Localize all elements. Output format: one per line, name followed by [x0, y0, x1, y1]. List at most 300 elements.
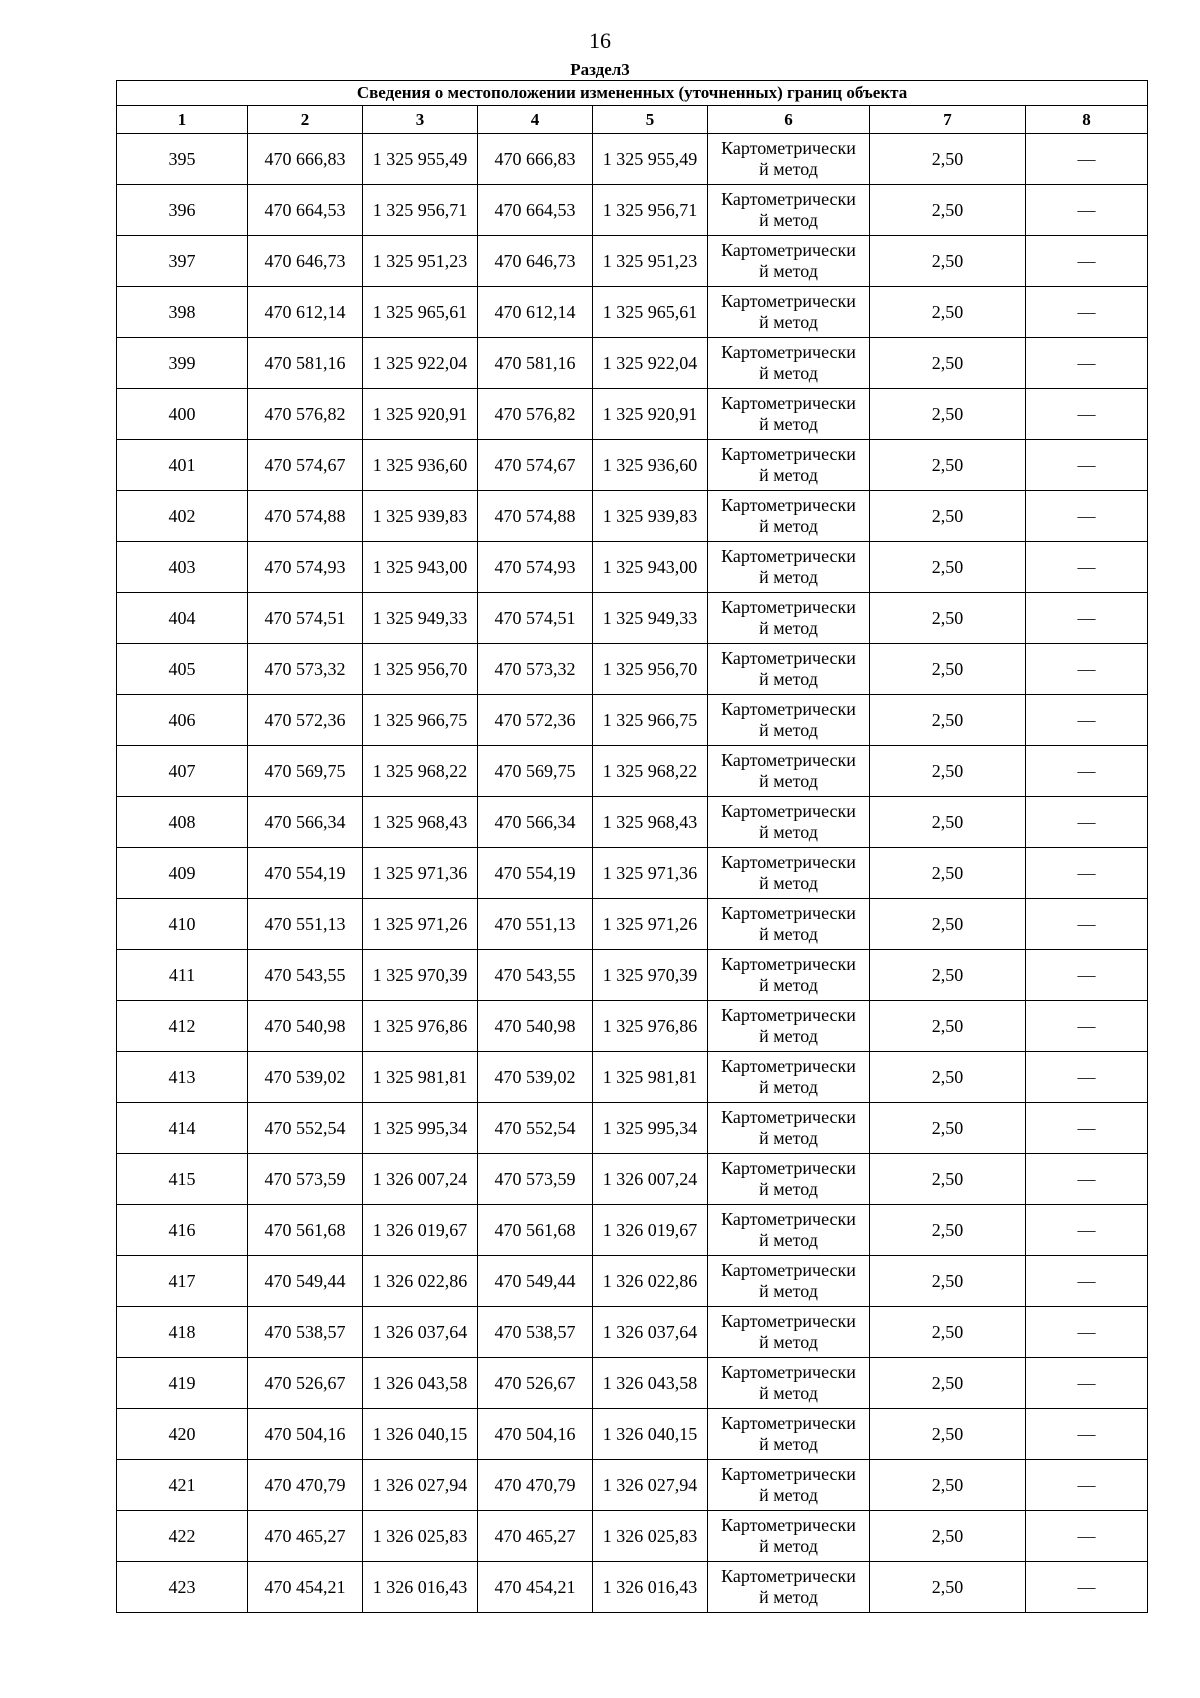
accuracy-cell: 2,50 — [870, 1103, 1026, 1154]
new-x-coordinate-cell: 470 646,73 — [478, 236, 593, 287]
method-text-line-1: Картометрически — [721, 1515, 856, 1535]
new-x-coordinate-cell: 470 526,67 — [478, 1358, 593, 1409]
point-number-cell: 412 — [117, 1001, 248, 1052]
method-cell — [708, 491, 870, 542]
new-y-coordinate-cell: 1 325 966,75 — [593, 695, 708, 746]
point-number-cell: 406 — [117, 695, 248, 746]
method-text-line-2: й метод — [759, 873, 818, 893]
point-number-cell: 423 — [117, 1562, 248, 1613]
new-y-coordinate-cell: 1 325 956,71 — [593, 185, 708, 236]
old-x-coordinate-cell: 470 569,75 — [248, 746, 363, 797]
new-x-coordinate-cell: 470 554,19 — [478, 848, 593, 899]
old-x-coordinate-cell: 470 540,98 — [248, 1001, 363, 1052]
point-number-cell: 420 — [117, 1409, 248, 1460]
new-x-coordinate-cell: 470 470,79 — [478, 1460, 593, 1511]
old-y-coordinate-cell: 1 326 019,67 — [363, 1205, 478, 1256]
accuracy-cell: 2,50 — [870, 134, 1026, 185]
new-y-coordinate-cell: 1 325 981,81 — [593, 1052, 708, 1103]
new-y-coordinate-cell: 1 325 965,61 — [593, 287, 708, 338]
old-x-coordinate-cell: 470 566,34 — [248, 797, 363, 848]
old-x-coordinate-cell: 470 664,53 — [248, 185, 363, 236]
note-cell: — — [1026, 848, 1148, 899]
table-row — [117, 287, 1148, 338]
method-cell — [708, 695, 870, 746]
old-x-coordinate-cell: 470 646,73 — [248, 236, 363, 287]
new-x-coordinate-cell: 470 566,34 — [478, 797, 593, 848]
column-header-7: 7 — [870, 106, 1026, 134]
new-y-coordinate-cell: 1 325 949,33 — [593, 593, 708, 644]
accuracy-cell: 2,50 — [870, 287, 1026, 338]
old-y-coordinate-cell: 1 325 968,43 — [363, 797, 478, 848]
note-cell: — — [1026, 1409, 1148, 1460]
accuracy-cell: 2,50 — [870, 1052, 1026, 1103]
new-x-coordinate-cell: 470 612,14 — [478, 287, 593, 338]
method-cell — [708, 848, 870, 899]
new-x-coordinate-cell: 470 581,16 — [478, 338, 593, 389]
accuracy-cell: 2,50 — [870, 1562, 1026, 1613]
old-y-coordinate-cell: 1 325 920,91 — [363, 389, 478, 440]
accuracy-cell: 2,50 — [870, 644, 1026, 695]
old-x-coordinate-cell: 470 561,68 — [248, 1205, 363, 1256]
method-cell — [708, 134, 870, 185]
new-x-coordinate-cell: 470 539,02 — [478, 1052, 593, 1103]
method-text-line-1: Картометрически — [721, 495, 856, 515]
new-x-coordinate-cell: 470 561,68 — [478, 1205, 593, 1256]
accuracy-cell: 2,50 — [870, 542, 1026, 593]
new-y-coordinate-cell: 1 325 970,39 — [593, 950, 708, 1001]
old-y-coordinate-cell: 1 325 965,61 — [363, 287, 478, 338]
new-y-coordinate-cell: 1 325 971,36 — [593, 848, 708, 899]
new-y-coordinate-cell: 1 326 016,43 — [593, 1562, 708, 1613]
new-y-coordinate-cell: 1 325 955,49 — [593, 134, 708, 185]
method-cell — [708, 1001, 870, 1052]
old-x-coordinate-cell: 470 574,93 — [248, 542, 363, 593]
method-text-line-2: й метод — [759, 822, 818, 842]
method-text-line-1: Картометрически — [721, 189, 856, 209]
old-y-coordinate-cell: 1 325 939,83 — [363, 491, 478, 542]
method-text-line-1: Картометрически — [721, 1362, 856, 1382]
old-x-coordinate-cell: 470 576,82 — [248, 389, 363, 440]
point-number-cell: 397 — [117, 236, 248, 287]
old-x-coordinate-cell: 470 574,88 — [248, 491, 363, 542]
column-header-8: 8 — [1026, 106, 1148, 134]
note-cell: — — [1026, 1154, 1148, 1205]
old-y-coordinate-cell: 1 325 968,22 — [363, 746, 478, 797]
table-row — [117, 644, 1148, 695]
new-y-coordinate-cell: 1 326 007,24 — [593, 1154, 708, 1205]
note-cell: — — [1026, 593, 1148, 644]
method-text-line-2: й метод — [759, 720, 818, 740]
note-cell: — — [1026, 899, 1148, 950]
old-x-coordinate-cell: 470 470,79 — [248, 1460, 363, 1511]
new-y-coordinate-cell: 1 325 922,04 — [593, 338, 708, 389]
new-x-coordinate-cell: 470 504,16 — [478, 1409, 593, 1460]
table-row — [117, 389, 1148, 440]
table-row — [117, 848, 1148, 899]
old-y-coordinate-cell: 1 326 027,94 — [363, 1460, 478, 1511]
point-number-cell: 399 — [117, 338, 248, 389]
accuracy-cell: 2,50 — [870, 1511, 1026, 1562]
table-row — [117, 338, 1148, 389]
new-x-coordinate-cell: 470 573,59 — [478, 1154, 593, 1205]
old-y-coordinate-cell: 1 326 016,43 — [363, 1562, 478, 1613]
table-row — [117, 1460, 1148, 1511]
old-x-coordinate-cell: 470 574,67 — [248, 440, 363, 491]
method-text-line-2: й метод — [759, 567, 818, 587]
method-cell — [708, 1205, 870, 1256]
table-row — [117, 1103, 1148, 1154]
accuracy-cell: 2,50 — [870, 1001, 1026, 1052]
method-text-line-1: Картометрически — [721, 342, 856, 362]
point-number-cell: 421 — [117, 1460, 248, 1511]
accuracy-cell: 2,50 — [870, 185, 1026, 236]
table-row — [117, 542, 1148, 593]
method-cell — [708, 542, 870, 593]
old-y-coordinate-cell: 1 325 966,75 — [363, 695, 478, 746]
method-cell — [708, 1511, 870, 1562]
old-y-coordinate-cell: 1 325 981,81 — [363, 1052, 478, 1103]
method-cell — [708, 1256, 870, 1307]
table-row — [117, 899, 1148, 950]
accuracy-cell: 2,50 — [870, 338, 1026, 389]
point-number-cell: 395 — [117, 134, 248, 185]
table-row — [117, 185, 1148, 236]
old-y-coordinate-cell: 1 326 007,24 — [363, 1154, 478, 1205]
method-text-line-2: й метод — [759, 159, 818, 179]
method-cell — [708, 1154, 870, 1205]
new-x-coordinate-cell: 470 543,55 — [478, 950, 593, 1001]
table-row — [117, 695, 1148, 746]
old-x-coordinate-cell: 470 504,16 — [248, 1409, 363, 1460]
method-text-line-1: Картометрически — [721, 699, 856, 719]
table-row — [117, 1001, 1148, 1052]
point-number-cell: 410 — [117, 899, 248, 950]
new-x-coordinate-cell: 470 574,88 — [478, 491, 593, 542]
point-number-cell: 422 — [117, 1511, 248, 1562]
column-header-6: 6 — [708, 106, 870, 134]
point-number-cell: 411 — [117, 950, 248, 1001]
method-text-line-2: й метод — [759, 516, 818, 536]
new-y-coordinate-cell: 1 325 956,70 — [593, 644, 708, 695]
table-row — [117, 1256, 1148, 1307]
new-x-coordinate-cell: 470 569,75 — [478, 746, 593, 797]
point-number-cell: 414 — [117, 1103, 248, 1154]
table-row — [117, 1409, 1148, 1460]
method-text-line-1: Картометрически — [721, 1464, 856, 1484]
method-text-line-1: Картометрически — [721, 1260, 856, 1280]
new-x-coordinate-cell: 470 664,53 — [478, 185, 593, 236]
old-x-coordinate-cell: 470 454,21 — [248, 1562, 363, 1613]
old-x-coordinate-cell: 470 573,32 — [248, 644, 363, 695]
method-text-line-1: Картометрически — [721, 138, 856, 158]
new-y-coordinate-cell: 1 325 968,43 — [593, 797, 708, 848]
table-row — [117, 134, 1148, 185]
point-number-cell: 396 — [117, 185, 248, 236]
old-y-coordinate-cell: 1 325 936,60 — [363, 440, 478, 491]
method-cell — [708, 389, 870, 440]
method-text-line-1: Картометрически — [721, 1158, 856, 1178]
accuracy-cell: 2,50 — [870, 593, 1026, 644]
new-x-coordinate-cell: 470 465,27 — [478, 1511, 593, 1562]
point-number-cell: 413 — [117, 1052, 248, 1103]
old-y-coordinate-cell: 1 326 025,83 — [363, 1511, 478, 1562]
table-row — [117, 1562, 1148, 1613]
old-y-coordinate-cell: 1 325 995,34 — [363, 1103, 478, 1154]
new-y-coordinate-cell: 1 325 920,91 — [593, 389, 708, 440]
note-cell: — — [1026, 1052, 1148, 1103]
note-cell: — — [1026, 134, 1148, 185]
table-row — [117, 797, 1148, 848]
method-text-line-2: й метод — [759, 1077, 818, 1097]
note-cell: — — [1026, 491, 1148, 542]
note-cell: — — [1026, 797, 1148, 848]
new-y-coordinate-cell: 1 325 939,83 — [593, 491, 708, 542]
method-text-line-2: й метод — [759, 975, 818, 995]
note-cell: — — [1026, 746, 1148, 797]
new-y-coordinate-cell: 1 326 025,83 — [593, 1511, 708, 1562]
note-cell: — — [1026, 1562, 1148, 1613]
column-header-2: 2 — [248, 106, 363, 134]
old-x-coordinate-cell: 470 538,57 — [248, 1307, 363, 1358]
note-cell: — — [1026, 695, 1148, 746]
note-cell: — — [1026, 440, 1148, 491]
method-text-line-1: Картометрически — [721, 1413, 856, 1433]
method-text-line-1: Картометрически — [721, 1107, 856, 1127]
method-cell — [708, 1307, 870, 1358]
point-number-cell: 417 — [117, 1256, 248, 1307]
new-y-coordinate-cell: 1 325 976,86 — [593, 1001, 708, 1052]
note-cell: — — [1026, 287, 1148, 338]
accuracy-cell: 2,50 — [870, 1358, 1026, 1409]
point-number-cell: 419 — [117, 1358, 248, 1409]
old-x-coordinate-cell: 470 554,19 — [248, 848, 363, 899]
note-cell: — — [1026, 542, 1148, 593]
method-text-line-1: Картометрически — [721, 1209, 856, 1229]
new-y-coordinate-cell: 1 325 971,26 — [593, 899, 708, 950]
method-text-line-2: й метод — [759, 1128, 818, 1148]
method-text-line-2: й метод — [759, 414, 818, 434]
note-cell: — — [1026, 1205, 1148, 1256]
note-cell: — — [1026, 1358, 1148, 1409]
table-row — [117, 1511, 1148, 1562]
note-cell: — — [1026, 1103, 1148, 1154]
new-x-coordinate-cell: 470 540,98 — [478, 1001, 593, 1052]
old-x-coordinate-cell: 470 581,16 — [248, 338, 363, 389]
old-x-coordinate-cell: 470 572,36 — [248, 695, 363, 746]
method-cell — [708, 746, 870, 797]
table-row — [117, 1358, 1148, 1409]
boundary-coordinates-table — [116, 80, 1148, 1613]
method-text-line-2: й метод — [759, 261, 818, 281]
table-row — [117, 1307, 1148, 1358]
method-text-line-1: Картометрически — [721, 240, 856, 260]
table-row — [117, 1205, 1148, 1256]
table-row — [117, 1154, 1148, 1205]
method-text-line-1: Картометрически — [721, 903, 856, 923]
note-cell: — — [1026, 1001, 1148, 1052]
old-x-coordinate-cell: 470 539,02 — [248, 1052, 363, 1103]
old-x-coordinate-cell: 470 612,14 — [248, 287, 363, 338]
method-text-line-2: й метод — [759, 1230, 818, 1250]
accuracy-cell: 2,50 — [870, 746, 1026, 797]
note-cell: — — [1026, 338, 1148, 389]
method-cell — [708, 797, 870, 848]
new-y-coordinate-cell: 1 326 043,58 — [593, 1358, 708, 1409]
method-text-line-1: Картометрически — [721, 444, 856, 464]
old-y-coordinate-cell: 1 326 040,15 — [363, 1409, 478, 1460]
method-text-line-1: Картометрически — [721, 648, 856, 668]
note-cell: — — [1026, 1256, 1148, 1307]
method-text-line-2: й метод — [759, 1332, 818, 1352]
point-number-cell: 407 — [117, 746, 248, 797]
method-text-line-2: й метод — [759, 771, 818, 791]
method-cell — [708, 236, 870, 287]
note-cell: — — [1026, 950, 1148, 1001]
old-x-coordinate-cell: 470 666,83 — [248, 134, 363, 185]
table-row — [117, 593, 1148, 644]
method-text-line-2: й метод — [759, 1179, 818, 1199]
column-header-4: 4 — [478, 106, 593, 134]
accuracy-cell: 2,50 — [870, 950, 1026, 1001]
new-y-coordinate-cell: 1 325 951,23 — [593, 236, 708, 287]
point-number-cell: 398 — [117, 287, 248, 338]
old-y-coordinate-cell: 1 325 971,36 — [363, 848, 478, 899]
accuracy-cell: 2,50 — [870, 1307, 1026, 1358]
method-cell — [708, 1358, 870, 1409]
new-x-coordinate-cell: 470 574,51 — [478, 593, 593, 644]
new-x-coordinate-cell: 470 454,21 — [478, 1562, 593, 1613]
accuracy-cell: 2,50 — [870, 1460, 1026, 1511]
method-text-line-1: Картометрически — [721, 546, 856, 566]
accuracy-cell: 2,50 — [870, 1205, 1026, 1256]
accuracy-cell: 2,50 — [870, 491, 1026, 542]
new-x-coordinate-cell: 470 551,13 — [478, 899, 593, 950]
old-y-coordinate-cell: 1 325 971,26 — [363, 899, 478, 950]
method-text-line-1: Картометрически — [721, 1005, 856, 1025]
new-y-coordinate-cell: 1 326 037,64 — [593, 1307, 708, 1358]
point-number-cell: 401 — [117, 440, 248, 491]
point-number-cell: 415 — [117, 1154, 248, 1205]
method-text-line-1: Картометрически — [721, 1056, 856, 1076]
method-cell — [708, 1460, 870, 1511]
new-x-coordinate-cell: 470 576,82 — [478, 389, 593, 440]
old-x-coordinate-cell: 470 573,59 — [248, 1154, 363, 1205]
method-cell — [708, 1052, 870, 1103]
new-y-coordinate-cell: 1 325 968,22 — [593, 746, 708, 797]
point-number-cell: 409 — [117, 848, 248, 899]
new-x-coordinate-cell: 470 552,54 — [478, 1103, 593, 1154]
method-text-line-2: й метод — [759, 1485, 818, 1505]
old-y-coordinate-cell: 1 325 943,00 — [363, 542, 478, 593]
old-x-coordinate-cell: 470 543,55 — [248, 950, 363, 1001]
method-text-line-2: й метод — [759, 618, 818, 638]
accuracy-cell: 2,50 — [870, 236, 1026, 287]
new-x-coordinate-cell: 470 538,57 — [478, 1307, 593, 1358]
column-header-3: 3 — [363, 106, 478, 134]
table-row — [117, 1052, 1148, 1103]
method-text-line-2: й метод — [759, 210, 818, 230]
method-text-line-2: й метод — [759, 924, 818, 944]
note-cell: — — [1026, 1307, 1148, 1358]
point-number-cell: 418 — [117, 1307, 248, 1358]
new-y-coordinate-cell: 1 325 936,60 — [593, 440, 708, 491]
method-text-line-1: Картометрически — [721, 801, 856, 821]
method-cell — [708, 1103, 870, 1154]
old-y-coordinate-cell: 1 325 970,39 — [363, 950, 478, 1001]
method-text-line-2: й метод — [759, 1281, 818, 1301]
new-x-coordinate-cell: 470 572,36 — [478, 695, 593, 746]
accuracy-cell: 2,50 — [870, 1409, 1026, 1460]
note-cell: — — [1026, 644, 1148, 695]
point-number-cell: 400 — [117, 389, 248, 440]
column-header-row — [117, 106, 1148, 134]
point-number-cell: 408 — [117, 797, 248, 848]
old-y-coordinate-cell: 1 326 022,86 — [363, 1256, 478, 1307]
method-cell — [708, 950, 870, 1001]
method-cell — [708, 644, 870, 695]
table-row — [117, 236, 1148, 287]
method-cell — [708, 440, 870, 491]
method-text-line-1: Картометрически — [721, 1311, 856, 1331]
table-row — [117, 746, 1148, 797]
accuracy-cell: 2,50 — [870, 389, 1026, 440]
point-number-cell: 405 — [117, 644, 248, 695]
method-text-line-1: Картометрически — [721, 1566, 856, 1586]
old-y-coordinate-cell: 1 325 922,04 — [363, 338, 478, 389]
table-body — [117, 134, 1148, 1613]
new-x-coordinate-cell: 470 573,32 — [478, 644, 593, 695]
method-text-line-2: й метод — [759, 465, 818, 485]
method-cell — [708, 287, 870, 338]
accuracy-cell: 2,50 — [870, 797, 1026, 848]
method-text-line-1: Картометрически — [721, 597, 856, 617]
method-text-line-2: й метод — [759, 363, 818, 383]
table-caption: Сведения о местоположении измененных (уточненных) границ объекта — [117, 81, 1148, 106]
method-text-line-2: й метод — [759, 1383, 818, 1403]
note-cell: — — [1026, 1511, 1148, 1562]
method-text-line-1: Картометрически — [721, 291, 856, 311]
method-cell — [708, 899, 870, 950]
method-text-line-2: й метод — [759, 1434, 818, 1454]
point-number-cell: 403 — [117, 542, 248, 593]
old-y-coordinate-cell: 1 325 949,33 — [363, 593, 478, 644]
method-cell — [708, 338, 870, 389]
new-y-coordinate-cell: 1 326 022,86 — [593, 1256, 708, 1307]
old-y-coordinate-cell: 1 325 955,49 — [363, 134, 478, 185]
point-number-cell: 404 — [117, 593, 248, 644]
column-header-1: 1 — [117, 106, 248, 134]
old-x-coordinate-cell: 470 549,44 — [248, 1256, 363, 1307]
page-number: 16 — [589, 28, 611, 53]
table-row — [117, 950, 1148, 1001]
table-row — [117, 491, 1148, 542]
new-x-coordinate-cell: 470 666,83 — [478, 134, 593, 185]
method-text-line-2: й метод — [759, 312, 818, 332]
old-y-coordinate-cell: 1 326 037,64 — [363, 1307, 478, 1358]
new-y-coordinate-cell: 1 326 027,94 — [593, 1460, 708, 1511]
new-y-coordinate-cell: 1 325 943,00 — [593, 542, 708, 593]
point-number-cell: 416 — [117, 1205, 248, 1256]
method-text-line-2: й метод — [759, 1587, 818, 1607]
note-cell: — — [1026, 389, 1148, 440]
method-cell — [708, 593, 870, 644]
old-y-coordinate-cell: 1 325 956,70 — [363, 644, 478, 695]
new-y-coordinate-cell: 1 326 019,67 — [593, 1205, 708, 1256]
new-y-coordinate-cell: 1 326 040,15 — [593, 1409, 708, 1460]
method-cell — [708, 1409, 870, 1460]
accuracy-cell: 2,50 — [870, 1256, 1026, 1307]
accuracy-cell: 2,50 — [870, 848, 1026, 899]
